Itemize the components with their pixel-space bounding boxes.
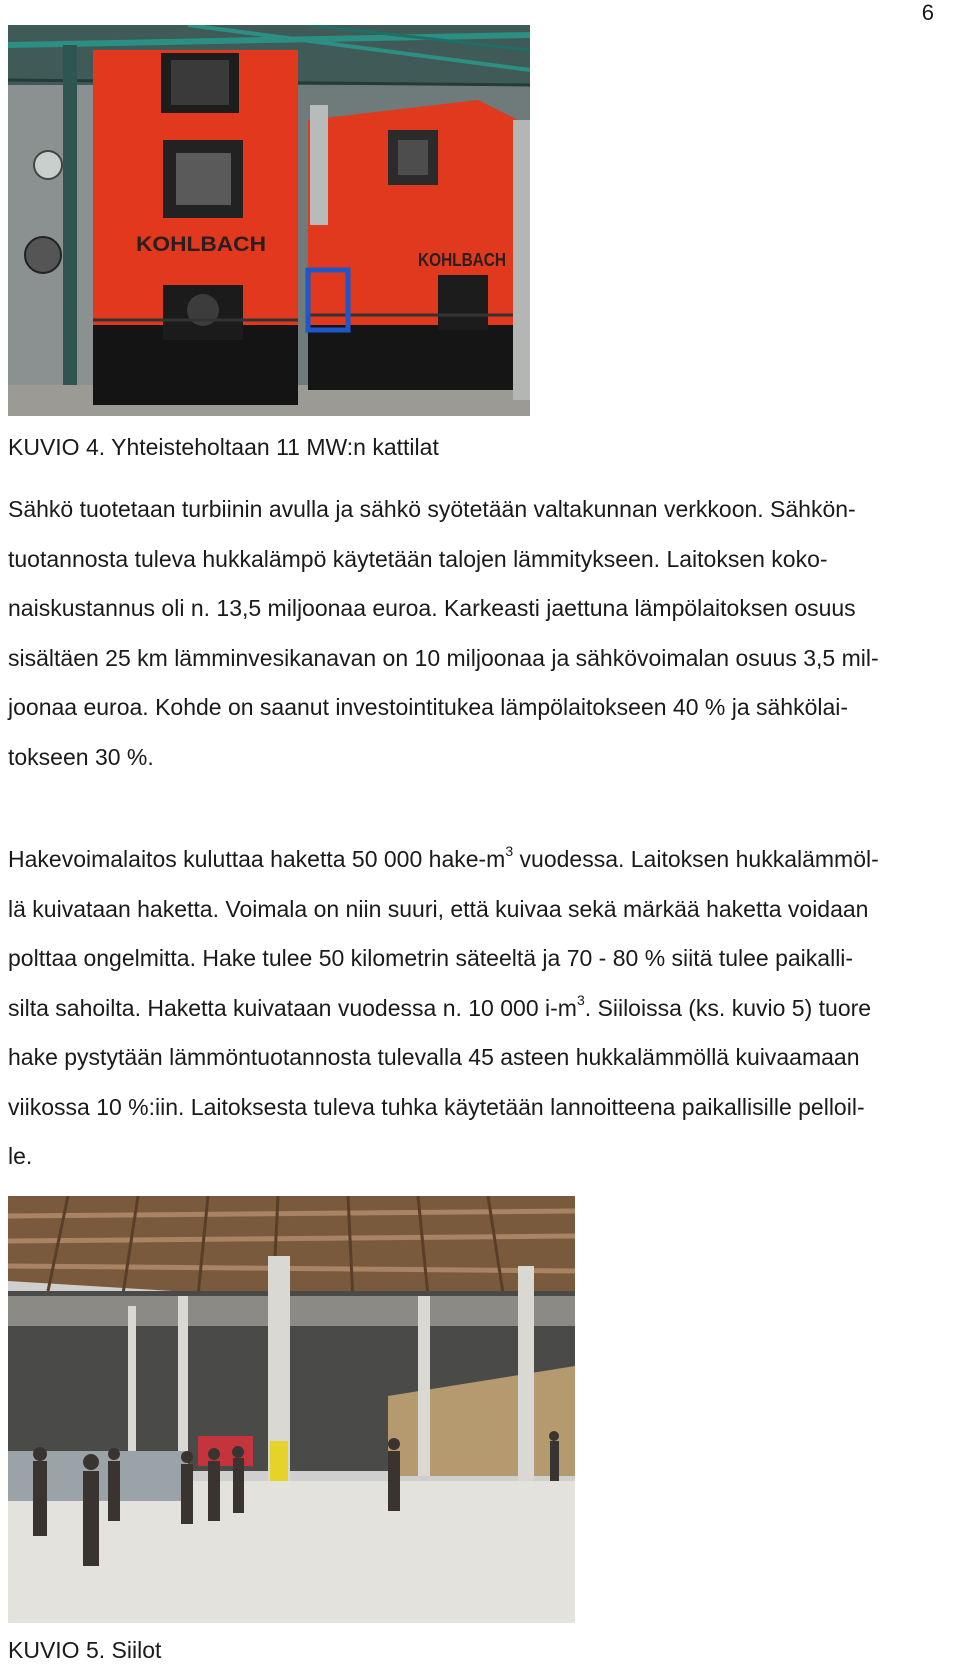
paragraph-2-line: Hakevoimalaitos kuluttaa haketta 50 000 hake-$m^3$ vuodessa. Laitoksen hukkalämmöl- <box>8 843 879 872</box>
paragraph-2-line: hake pystytään lämmöntuotannosta tulevalla 45 asteen hukkalämmöllä kuivaamaan <box>8 1044 860 1070</box>
paragraph-1-line: naiskustannus oli n. 13,5 miljoonaa euroa. Karkeasti jaettuna lämpölaitoksen osuus <box>8 595 856 621</box>
paragraph-2-line: lä kuivataan haketta. Voimala on niin suuri, että kuivaa sekä märkää haketta voidaan <box>8 895 869 922</box>
silos-photo <box>8 1196 575 1623</box>
paragraph-1-line: tokseen 30 %. <box>8 743 154 770</box>
paragraph-1-line: Sähkö tuotetaan turbiinin avulla ja sähkö syötetään valtakunnan verkkoon. Sähkön- <box>8 496 856 522</box>
paragraph-1-line: tuotannosta tuleva hukkalämpö käytetään talojen lämmitykseen. Laitoksen koko- <box>8 545 828 572</box>
page-number: 6 <box>921 0 934 25</box>
paragraph-1-line: sisältäen 25 km lämminvesikanavan on 10 miljoonaa ja sähkövoimalan osuus 3,5 mil- <box>8 644 879 671</box>
superscript: 3 <box>576 991 585 1008</box>
paragraph-1 <box>8 485 953 782</box>
boiler-brand-right: KOHLBACH <box>418 250 506 270</box>
superscript: 3 <box>505 843 514 860</box>
paragraph-2 <box>8 835 953 1182</box>
paragraph-2-line: silta sahoilta. Haketta kuivataan vuodessa n. 10 000 $i-m^3$. Siiloissa (ks. kuvio 5) tuore <box>8 991 872 1021</box>
boiler-brand-left: KOHLBACH <box>136 233 266 256</box>
paragraph-2-line: le. <box>8 1143 33 1169</box>
figure5-caption: KUVIO 5. Siilot <box>8 1637 162 1663</box>
paragraph-1-line: joonaa euroa. Kohde on saanut investointitukea lämpölaitokseen 40 % ja sähkölai- <box>8 694 849 720</box>
paragraph-2-line: polttaa ongelmitta. Hake tulee 50 kilometrin säteeltä ja 70 - 80 % siitä tulee paikalli- <box>8 945 854 971</box>
figure4-caption: KUVIO 4. Yhteisteholtaan 11 MW:n kattilat <box>8 434 439 460</box>
paragraph-2-line: viikossa 10 %:iin. Laitoksesta tuleva tuhka käytetään lannoitteena paikallisille pelloil- <box>8 1093 865 1120</box>
boilers-photo <box>8 25 530 416</box>
